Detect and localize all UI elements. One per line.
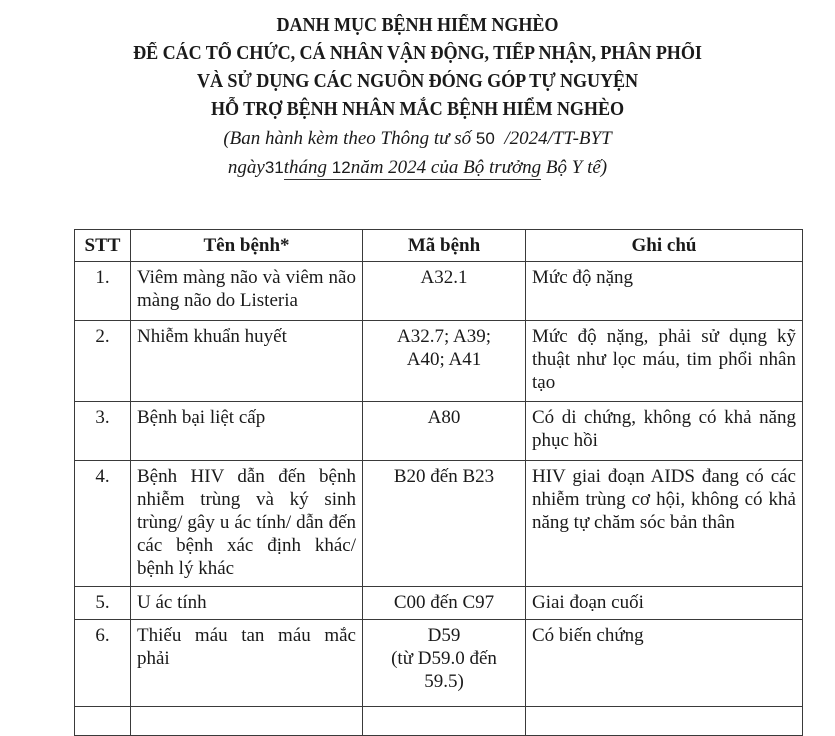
cell-stt — [75, 707, 131, 736]
issue-year-text: năm 2024 của Bộ trưởng — [350, 157, 542, 178]
cell-note: Có biến chứng — [526, 620, 803, 707]
document-title-line-2: ĐỂ CÁC TỔ CHỨC, CÁ NHÂN VẬN ĐỘNG, TIẾP NHẬN, PHÂN PHỐI — [133, 43, 702, 64]
cell-disease-code: A80 — [363, 402, 526, 461]
cell-note — [526, 707, 803, 736]
table-row — [75, 620, 803, 707]
header-disease-code: Mã bệnh — [363, 230, 526, 262]
document-header — [0, 12, 835, 182]
issue-day: 31 — [264, 158, 284, 177]
table-row — [75, 402, 803, 461]
document-title-line-4: HỖ TRỢ BỆNH NHÂN MẮC BỆNH HIỂM NGHÈO — [211, 99, 624, 120]
code-line: D59 — [427, 625, 461, 646]
header-stt: STT — [75, 230, 131, 262]
cell-note: Mức độ nặng, phải sử dụng kỹ thuật như lọc máu, tim phổi nhân tạo — [526, 321, 803, 402]
cell-disease-name: U ác tính — [131, 587, 363, 620]
circular-number: 50 — [475, 129, 495, 148]
issue-month: 12 — [331, 158, 351, 177]
subtitle-line-1 — [0, 124, 835, 153]
cell-disease-code — [363, 620, 526, 707]
cell-note: HIV giai đoạn AIDS đang có các nhiễm trùng cơ hội, không có khả năng tự chăm sóc bản thân — [526, 461, 803, 587]
code-line: (từ D59.0 đến — [391, 648, 497, 669]
cell-stt: 6. — [75, 620, 131, 707]
month-label: tháng — [283, 157, 328, 178]
document-title-line-3: VÀ SỬ DỤNG CÁC NGUỒN ĐÓNG GÓP TỰ NGUYỆN — [196, 71, 639, 92]
cell-disease-code — [363, 707, 526, 736]
table-row-partial — [75, 707, 803, 736]
subtitle-prefix: (Ban hành kèm theo Thông tư số — [223, 128, 472, 149]
cell-stt: 2. — [75, 321, 131, 402]
cell-disease-code: A32.1 — [363, 262, 526, 321]
header-disease-name: Tên bệnh* — [131, 230, 363, 262]
document-title-line-1: DANH MỤC BỆNH HIỂM NGHÈO — [276, 15, 559, 36]
cell-stt: 4. — [75, 461, 131, 587]
table-row — [75, 461, 803, 587]
cell-stt: 3. — [75, 402, 131, 461]
date-prefix: ngày — [227, 157, 265, 178]
circular-suffix: /2024/TT-BYT — [504, 128, 612, 149]
header-note: Ghi chú — [526, 230, 803, 262]
table-row — [75, 262, 803, 321]
disease-list-table — [74, 229, 803, 736]
code-line: A40; A41 — [406, 349, 482, 370]
cell-disease-name: Viêm màng não và viêm não màng não do Listeria — [131, 262, 363, 321]
cell-disease-name: Bệnh bại liệt cấp — [131, 402, 363, 461]
table-row — [75, 587, 803, 620]
cell-disease-name: Nhiễm khuẩn huyết — [131, 321, 363, 402]
code-line: A32.7; A39; — [397, 326, 491, 347]
cell-disease-code — [363, 321, 526, 402]
cell-stt: 1. — [75, 262, 131, 321]
cell-disease-name: Thiếu máu tan máu mắc phải — [131, 620, 363, 707]
issuer: Bộ Y tế) — [545, 157, 608, 178]
cell-stt: 5. — [75, 587, 131, 620]
cell-disease-code: C00 đến C97 — [363, 587, 526, 620]
cell-note: Mức độ nặng — [526, 262, 803, 321]
underlined-date — [284, 157, 541, 180]
cell-note: Có di chứng, không có khả năng phục hồi — [526, 402, 803, 461]
cell-note: Giai đoạn cuối — [526, 587, 803, 620]
cell-disease-code: B20 đến B23 — [363, 461, 526, 587]
table-row — [75, 321, 803, 402]
table-header-row — [75, 230, 803, 262]
subtitle-line-2 — [0, 153, 835, 182]
cell-disease-name: Bệnh HIV dẫn đến bệnh nhiễm trùng và ký sinh trùng/ gây u ác tính/ dẫn đến các bệnh xác định khác/ bệnh lý khác — [131, 461, 363, 587]
code-line: 59.5) — [424, 671, 464, 692]
cell-disease-name — [131, 707, 363, 736]
